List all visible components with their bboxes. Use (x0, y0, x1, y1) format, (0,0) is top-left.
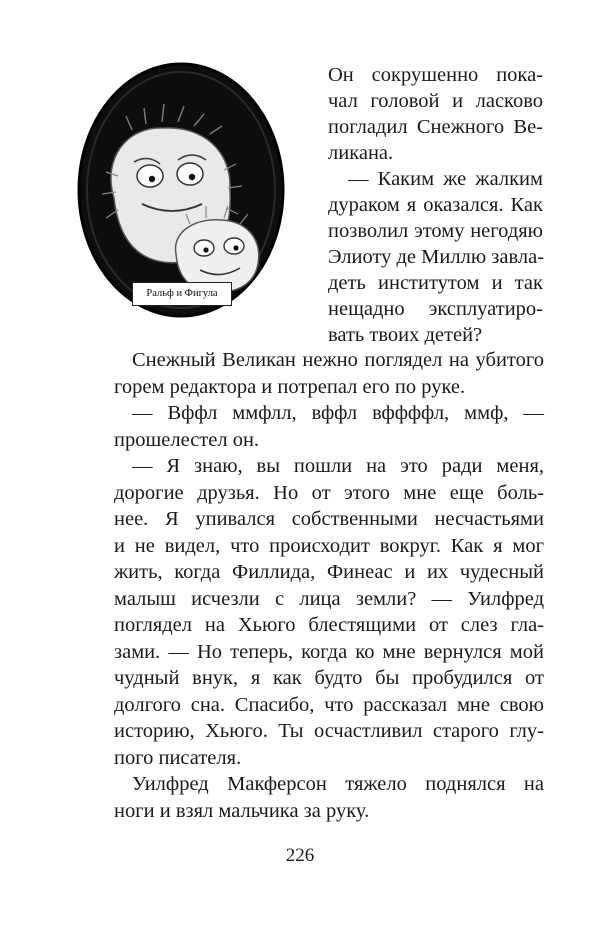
text-line: нещадно эксплуатиро- (328, 298, 543, 320)
page-number: 226 (285, 845, 315, 866)
text-line: вать твоих детей? (328, 324, 483, 346)
main-text (114, 347, 544, 824)
text-line: жить, когда Филлида, Финеас и их чудесный (114, 561, 544, 583)
text-beside-illustration (328, 62, 543, 348)
text-line: поглядел на Хьюго блестящими от слез гла- (114, 614, 544, 636)
paragraph-snow-giant: Снежный Великан нежно поглядел на убитого горем редактора и потрепал его по руке. (114, 349, 544, 398)
text-line: — Вффл ммфлл, вффл вффффл, ммф, — (132, 402, 544, 424)
text-line: чудный внук, я как будто бы пробудился от (114, 667, 544, 689)
text-line: прошелестел он. (114, 428, 260, 451)
text-line: дорогие друзья. Но от этого мне еще боль- (114, 481, 544, 504)
text-line: — Каким же жалким (348, 168, 543, 190)
text-line: чал головой и ласково (328, 90, 543, 112)
text-line: погладил Снежного Ве- (328, 116, 543, 138)
text-line: долгого сна. Спасибо, что рассказал мне свою (114, 693, 544, 716)
illustration-caption: Ральф и Фигула (132, 282, 232, 306)
text-line: историю, Хьюго. Ты осчастливил старого глу- (114, 720, 544, 742)
text-line: Элиоту де Миллю завла- (328, 246, 545, 268)
text-line: ликана. (328, 142, 394, 164)
text-line: нее. Я упивался собственными несчастьями (114, 508, 544, 530)
text-line: ноги и взял мальчика за руку. (114, 799, 370, 822)
text-line: малыш исчезли с лица земли? — Уилфред (114, 587, 544, 610)
text-line: пого писателя. (114, 746, 242, 769)
text-line: позволил этому негодяю (328, 220, 543, 242)
text-line: Он сокрушенно пока- (328, 64, 543, 86)
text-line: Уилфред Макферсон тяжело поднялся на (132, 773, 544, 795)
text-line: зами. — Но теперь, когда ко мне вернулся мой (114, 640, 544, 663)
text-line: — Я знаю, вы пошли на это ради меня, (132, 455, 544, 477)
text-line: и не видел, что происходит вокруг. Как я мог (114, 534, 544, 557)
text-line: деть институтом и так (328, 272, 543, 294)
text-line: дураком я оказался. Как (328, 194, 543, 216)
